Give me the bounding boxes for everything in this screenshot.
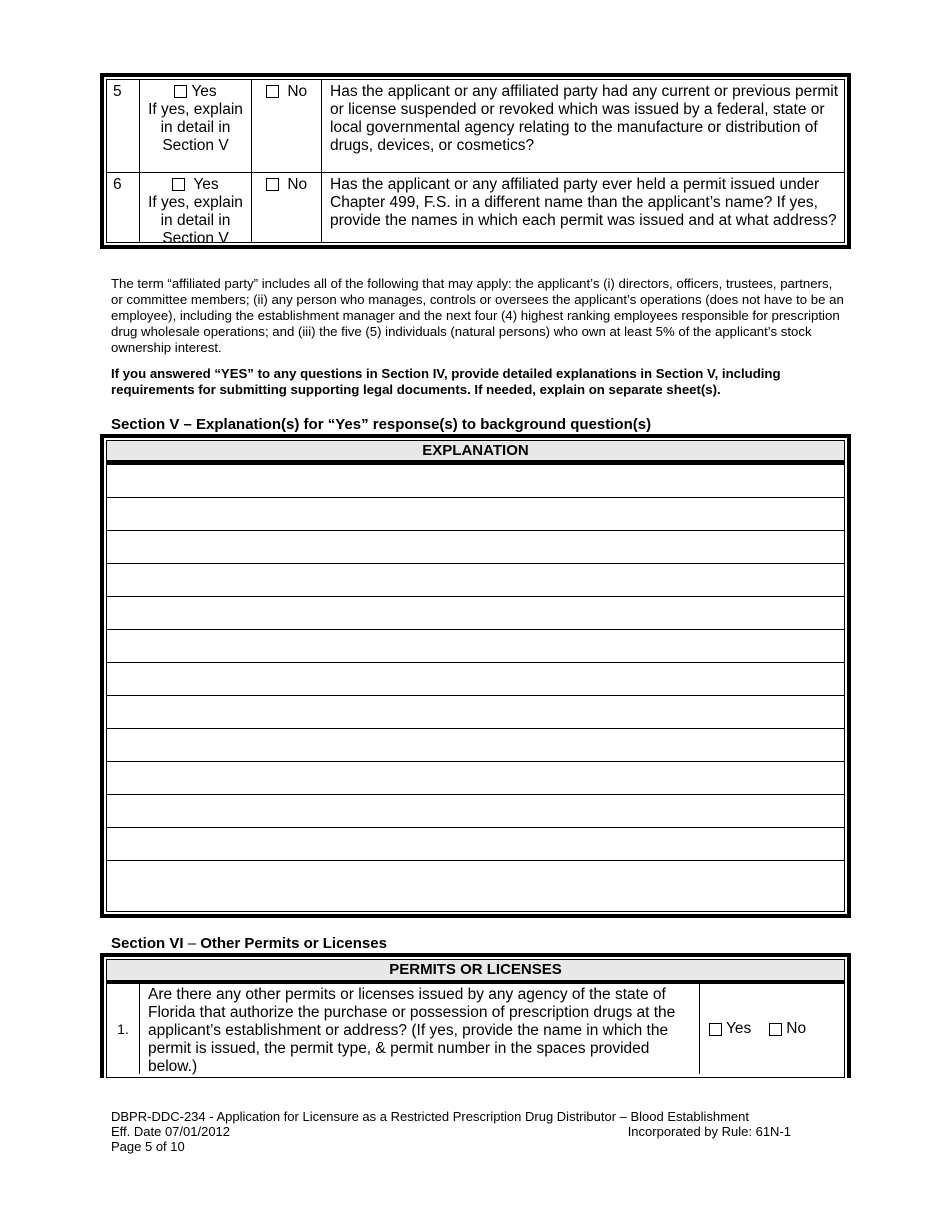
no-option (252, 173, 322, 242)
question-number: 5 (107, 80, 140, 172)
yes-note-line: Section V (162, 137, 229, 154)
page-footer (111, 1109, 791, 1154)
no-checkbox[interactable] (266, 85, 279, 98)
permit-question-number: 1. (107, 984, 140, 1074)
section-vi-label: Section VI (111, 935, 184, 952)
yes-label: Yes (191, 83, 217, 100)
yes-note-line: If yes, explain (148, 101, 243, 118)
yes-option (140, 173, 252, 247)
section-vi-title (111, 935, 387, 952)
section-vi-subtitle: Other Permits or Licenses (200, 935, 387, 952)
explanation-line[interactable] (107, 630, 844, 663)
question-row-6 (107, 173, 844, 247)
permit-question-text: Are there any other permits or licenses issued by any agency of the state of Florida that authorize the purchase or possession of prescription drugs at the applicant’s establishment or address? (If yes, provide the name in which the permit is issued, the permit type, & permit number in the spaces provided below.) (140, 984, 700, 1074)
question-text: Has the applicant or any affiliated party had any current or previous permit or license suspended or revoked which was issued by a federal, state or local governmental agency relating to the manufacture or distribution of drugs, devices, or cosmetics? (330, 83, 839, 154)
no-label: No (287, 176, 308, 193)
yes-note-line: in detail in (160, 212, 231, 229)
yes-label: Yes (193, 176, 219, 193)
explanation-line[interactable] (107, 696, 844, 729)
permits-header: PERMITS OR LICENSES (107, 960, 844, 984)
yes-option (140, 80, 252, 172)
page-number: Page 5 of 10 (111, 1139, 185, 1154)
yes-checkbox[interactable] (172, 178, 185, 191)
explanation-line[interactable] (107, 795, 844, 828)
explanation-line[interactable] (107, 861, 844, 894)
affiliated-party-note: The term “affiliated party” includes all of the following that may apply: the applicant’s (i) directors, officers, trustees, partners, or committee members; (ii) any person who manages, controls or oversees the applicant’s operations (does not have to be an employee), including the establishment manager and the next four (4) highest ranking employees responsible for prescription drug wholesale operations; and (iii) the five (5) individuals (natural persons) who own at least 5% of the applicant’s stock ownership interest. (111, 276, 844, 355)
permits-row (107, 984, 844, 1074)
question-text: Has the applicant or any affiliated party ever held a permit issued under Chapter 499, F.S. in a different name than the applicant’s name? If yes, provide the names in which each permit was issued and at what address? (330, 176, 837, 229)
explanation-line[interactable] (107, 729, 844, 762)
explanation-line[interactable] (107, 465, 844, 498)
explanation-line[interactable] (107, 663, 844, 696)
explanation-line[interactable] (107, 564, 844, 597)
yes-note-line: If yes, explain (148, 194, 243, 211)
permit-yes-label: Yes (726, 1020, 752, 1037)
permit-yes-checkbox[interactable] (709, 1023, 722, 1036)
explanation-line[interactable] (107, 498, 844, 531)
yes-checkbox[interactable] (174, 85, 187, 98)
explanation-line[interactable] (107, 597, 844, 630)
effective-date: Eff. Date 07/01/2012 (111, 1124, 231, 1139)
permit-yes-no (700, 984, 844, 1074)
explanation-line[interactable] (107, 531, 844, 564)
explanation-header: EXPLANATION (107, 441, 844, 465)
yes-note-line: in detail in (160, 119, 231, 136)
question-number: 6 (107, 173, 140, 242)
background-questions-table (100, 73, 851, 249)
explanation-table (100, 434, 851, 918)
permits-table (100, 953, 851, 1078)
no-label: No (287, 83, 308, 100)
yes-instruction: If you answered “YES” to any questions in Section IV, provide detailed explanations in Section V, including requirements for submitting supporting legal documents. If needed, explain on separate sheet(s). (111, 366, 781, 397)
yes-note-line: Section V (162, 230, 229, 247)
section-v-title: Section V – Explanation(s) for “Yes” response(s) to background question(s) (111, 416, 652, 433)
explanation-line[interactable] (107, 762, 844, 795)
form-title-line: DBPR-DDC-234 - Application for Licensure as a Restricted Prescription Drug Distributor – Blood Establishment (111, 1109, 749, 1124)
permit-no-label: No (786, 1020, 807, 1037)
incorporated-rule: Incorporated by Rule: 61N-1 (627, 1124, 791, 1139)
question-row-5 (107, 80, 844, 173)
no-option (252, 80, 322, 172)
explanation-line[interactable] (107, 828, 844, 861)
no-checkbox[interactable] (266, 178, 279, 191)
section-vi-dash: – (183, 935, 201, 952)
permit-no-checkbox[interactable] (769, 1023, 782, 1036)
